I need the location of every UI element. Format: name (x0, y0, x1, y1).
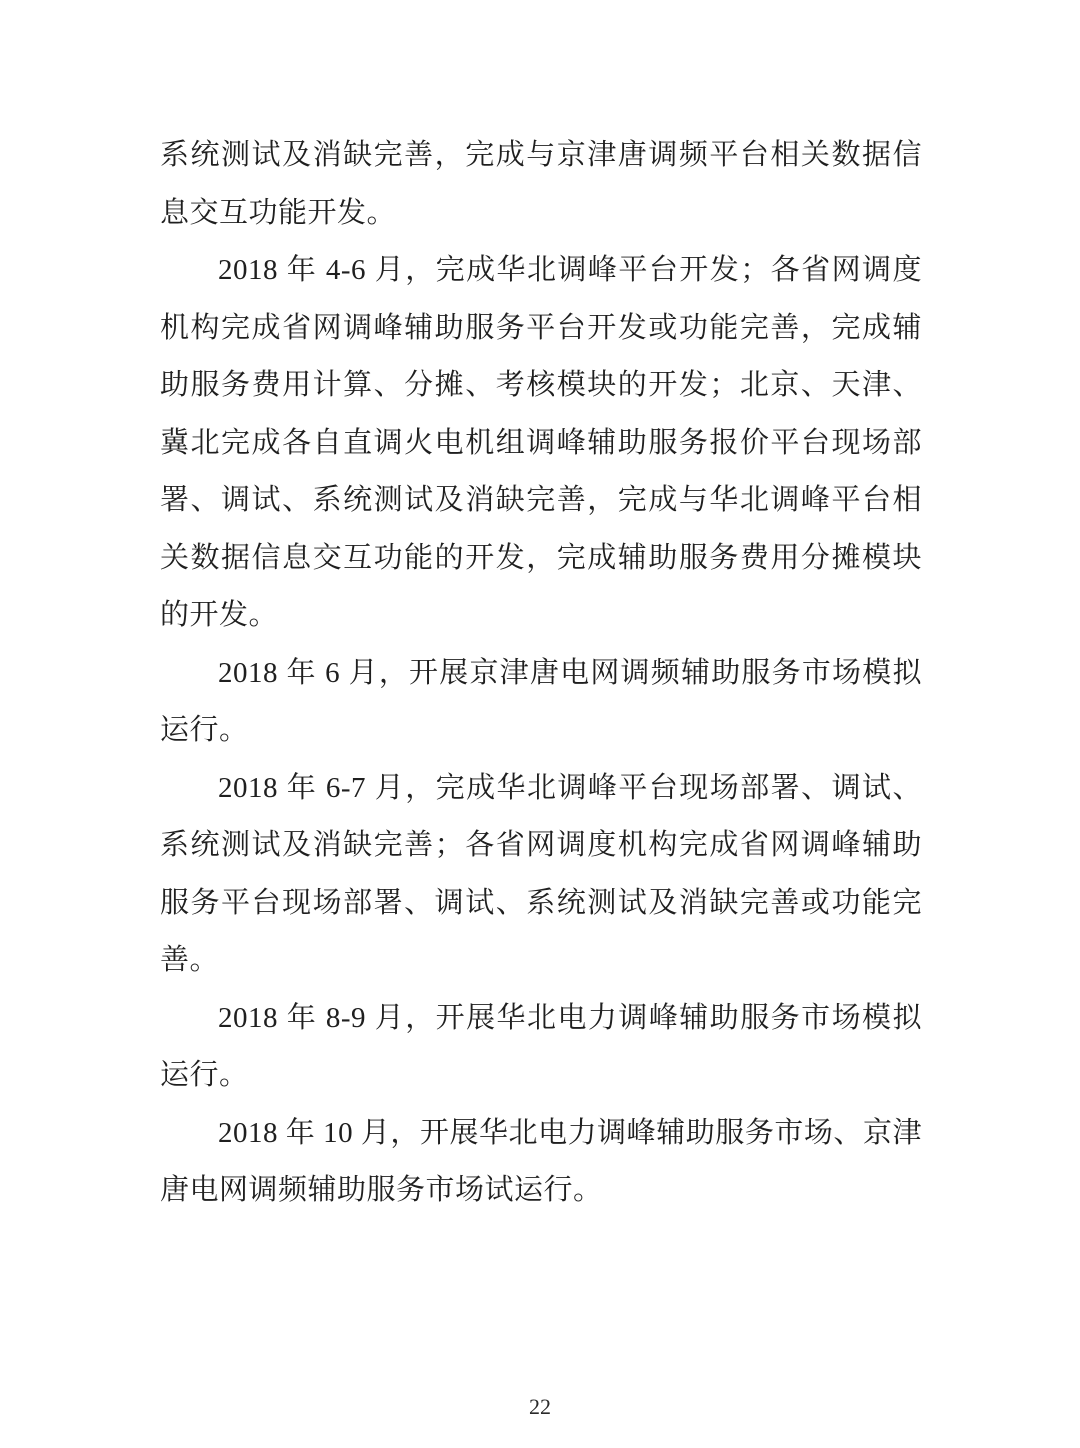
paragraph: 2018 年 8-9 月，开展华北电力调峰辅助服务市场模拟运行。 (160, 1001, 922, 1091)
paragraph: 2018 年 4-6 月，完成华北调峰平台开发；各省网调度机构完成省网调峰辅助服务平台开发或功能完善，完成辅助服务费用计算、分摊、考核模块的开发；北京、天津、冀北完成各自直调火电机组调峰辅助服务报价平台现场部署、调试、系统测试及消缺完善，完成与华北调峰平台相关数据信息交互功能的开发，完成辅助服务费用分摊模块的开发。 (160, 254, 922, 631)
document-body (160, 127, 922, 1220)
paragraph: 2018 年 6 月，开展京津唐电网调频辅助服务市场模拟运行。 (160, 656, 922, 746)
paragraph: 2018 年 6-7 月，完成华北调峰平台现场部署、调试、系统测试及消缺完善；各省网调度机构完成省网调峰辅助服务平台现场部署、调试、系统测试及消缺完善或功能完善。 (160, 771, 922, 976)
paragraph: 2018 年 10 月，开展华北电力调峰辅助服务市场、京津唐电网调频辅助服务市场试运行。 (160, 1116, 922, 1206)
page-number: 22 (529, 1394, 551, 1419)
paragraph: 系统测试及消缺完善，完成与京津唐调频平台相关数据信息交互功能开发。 (160, 139, 922, 229)
